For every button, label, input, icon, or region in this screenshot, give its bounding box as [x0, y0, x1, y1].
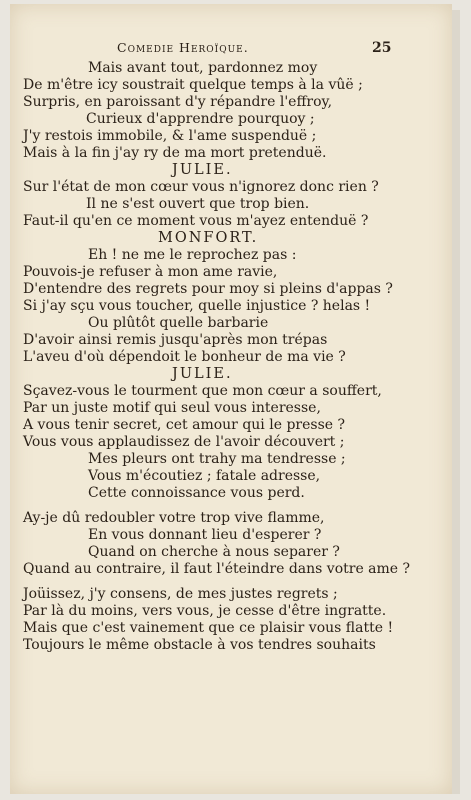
verse-line: Sur l'état de mon cœur vous n'ignorez donc rien ?	[23, 179, 379, 195]
verse-line: Vous m'écoutiez ; fatale adresse,	[88, 468, 321, 484]
verse-line: J'y restois immobile, & l'ame suspenduë ;	[23, 128, 317, 144]
verse-line: Curieux d'apprendre pourquoy ;	[86, 111, 315, 127]
verse-line: Par là du moins, vers vous, je cesse d'être ingratte.	[23, 603, 387, 619]
verse-line: Toujours le même obstacle à vos tendres souhaits	[23, 637, 376, 653]
verse-line: D'entendre des regrets pour moy si pleins d'appas ?	[23, 281, 393, 297]
verse-line: Mais à la fin j'ay ry de ma mort pretenduë.	[23, 145, 327, 161]
verse-line: Eh ! ne me le reprochez pas :	[88, 247, 297, 263]
verse-line: Cette connoissance vous perd.	[88, 485, 305, 501]
verse-line: A vous tenir secret, cet amour qui le presse ?	[23, 417, 345, 433]
verse-line: D'avoir ainsi remis jusqu'après mon trépas	[23, 332, 328, 348]
verse-line: L'aveu d'où dépendoit le bonheur de ma vie ?	[23, 349, 346, 365]
verse-line: Quand au contraire, il faut l'éteindre dans votre ame ?	[23, 561, 411, 577]
verse-line: Vous vous applaudissez de l'avoir découvert ;	[23, 434, 345, 450]
verse-line: Il ne s'est ouvert que trop bien.	[86, 196, 310, 212]
verse-line: Par un juste motif qui seul vous interesse,	[23, 400, 321, 416]
page-number: 25	[372, 40, 392, 56]
speaker-name: JULIE.	[172, 162, 233, 178]
verse-line: En vous donnant lieu d'esperer ?	[88, 527, 322, 543]
verse-line: Surpris, en paroissant d'y répandre l'effroy,	[23, 94, 333, 110]
verse-line: Quand on cherche à nous separer ?	[88, 544, 340, 560]
verse-line: Mais que c'est vainement que ce plaisir vous flatte !	[23, 620, 394, 636]
speaker-name: JULIE.	[172, 366, 233, 382]
verse-line: Ay-je dû redoubler votre trop vive flamme,	[23, 510, 325, 526]
page-edge	[452, 10, 460, 794]
verse-line: Faut-il qu'en ce moment vous m'ayez entenduë ?	[23, 213, 369, 229]
verse-line: Joüissez, j'y consens, de mes justes regrets ;	[23, 586, 338, 602]
verse-line: Si j'ay sçu vous toucher, quelle injustice ? helas !	[23, 298, 371, 314]
verse-line: Ou plûtôt quelle barbarie	[88, 315, 269, 331]
verse-line: Sçavez-vous le tourment que mon cœur a souffert,	[23, 383, 382, 399]
verse-line: Mais avant tout, pardonnez moy	[88, 60, 318, 76]
speaker-name: MONFORT.	[158, 230, 259, 246]
running-title: Comedie Heroïque.	[117, 40, 249, 55]
verse-line: Pouvois-je refuser à mon ame ravie,	[23, 264, 278, 280]
verse-line: De m'être icy soustrait quelque temps à la vûë ;	[23, 77, 363, 93]
verse-line: Mes pleurs ont trahy ma tendresse ;	[88, 451, 346, 467]
